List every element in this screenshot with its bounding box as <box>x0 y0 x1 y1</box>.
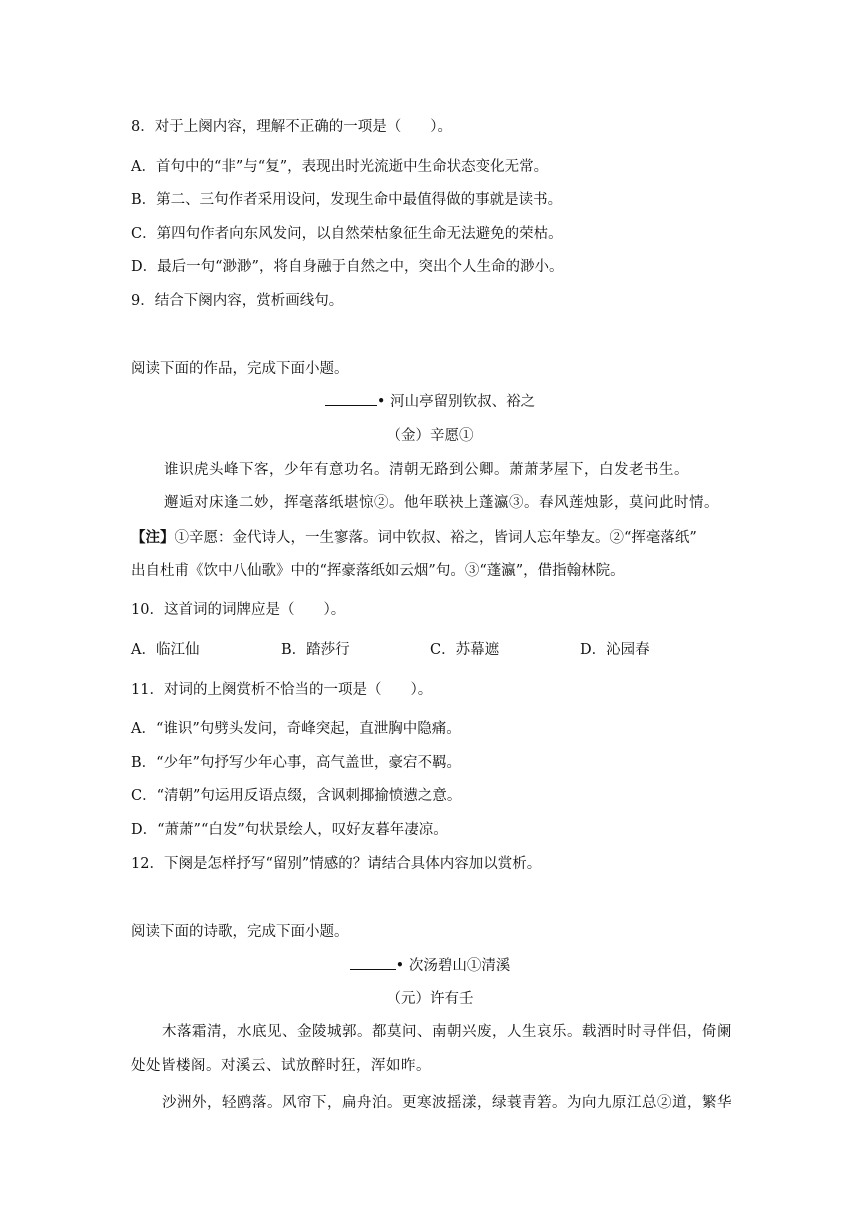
note-label: 【注】 <box>131 529 175 546</box>
section3-intro: 阅读下面的诗歌，完成下面小题。 <box>131 924 349 940</box>
section3-author: （元）许有壬 <box>386 991 474 1007</box>
q11-option-a: A．“谁识”句劈头发问，奇峰突起，直泄胸中隐痛。 <box>131 721 461 737</box>
section2-poem-line2: 邂逅对床逢二妙，挥毫落纸堪惊②。他年联袂上蓬瀛③。春风莲烛影，莫问此时情。 <box>164 495 719 511</box>
section3-title <box>0 956 860 976</box>
section2-note-line1 <box>131 528 697 548</box>
q8-option-c: C．第四句作者向东风发问，以自然荣枯象征生命无法避免的荣枯。 <box>131 226 563 242</box>
q8-option-d: D．最后一句“渺渺”，将自身融于自然之中，突出个人生命的渺小。 <box>131 259 564 275</box>
q11-option-b: B．“少年”句抒写少年心事，高气盖世，豪宕不羁。 <box>131 755 461 771</box>
section2-note-line2: 出自杜甫《饮中八仙歌》中的“挥豪落纸如云烟”句。③“蓬瀛”，借指翰林院。 <box>131 563 625 579</box>
q10-option-b: B．踏莎行 <box>281 642 350 658</box>
q10-option-c: C．苏幕遮 <box>430 642 500 658</box>
q10-option-a: A．临江仙 <box>131 642 200 658</box>
section2-intro: 阅读下面的作品，完成下面小题。 <box>131 361 349 377</box>
section3-title-text: • 次汤碧山①清溪 <box>395 958 511 974</box>
q8-option-a: A．首句中的“非”与“复”，表现出时光流逝中生命状态变化无常。 <box>131 159 549 175</box>
q11-option-d: D．“萧萧”“白发”句状景绘人，叹好友暮年凄凉。 <box>131 822 448 838</box>
q11-option-c: C．“清朝”句运用反语点缀，含讽刺揶揄愤懑之意。 <box>131 788 462 804</box>
section2-author: （金）辛愿① <box>386 428 474 444</box>
title-blank <box>350 957 396 970</box>
q10-stem: 10．这首词的词牌应是（ ）。 <box>131 602 346 618</box>
title-blank <box>325 393 377 406</box>
q11-stem: 11．对词的上阕赏析不恰当的一项是（ ）。 <box>131 682 433 698</box>
section3-para1-line2: 处处皆楼阁。对溪云、试放醉时狂，浑如昨。 <box>131 1058 431 1074</box>
section3-para1-line1: 木落霜清，水底见、金陵城郭。都莫问、南朝兴废，人生哀乐。载酒时时寻伴侣，倚阑 <box>162 1024 732 1040</box>
q12-stem: 12．下阕是怎样抒写“留别”情感的？请结合具体内容加以赏析。 <box>131 856 542 872</box>
q9-stem: 9．结合下阕内容，赏析画线句。 <box>131 293 344 309</box>
q10-option-d: D．沁园春 <box>580 642 650 658</box>
note-text: ①辛愿：金代诗人，一生寥落。词中钦叔、裕之，皆词人忘年挚友。②“挥毫落纸” <box>174 530 697 546</box>
section2-title-text: • 河山亭留别钦叔、裕之 <box>376 394 536 410</box>
q8-stem: 8．对于上阕内容，理解不正确的一项是（ ）。 <box>131 119 452 135</box>
section2-title <box>0 392 860 412</box>
section2-poem-line1: 谁识虎头峰下客，少年有意功名。清朝无路到公卿。萧萧茅屋下，白发老书生。 <box>164 462 689 478</box>
q8-option-b: B．第二、三句作者采用设问，发现生命中最值得做的事就是读书。 <box>131 192 563 208</box>
section3-para2-line1: 沙洲外，轻鸥落。风帘下，扁舟泊。更寒波摇漾，绿蓑青箬。为向九原江总②道，繁华 <box>162 1095 732 1111</box>
